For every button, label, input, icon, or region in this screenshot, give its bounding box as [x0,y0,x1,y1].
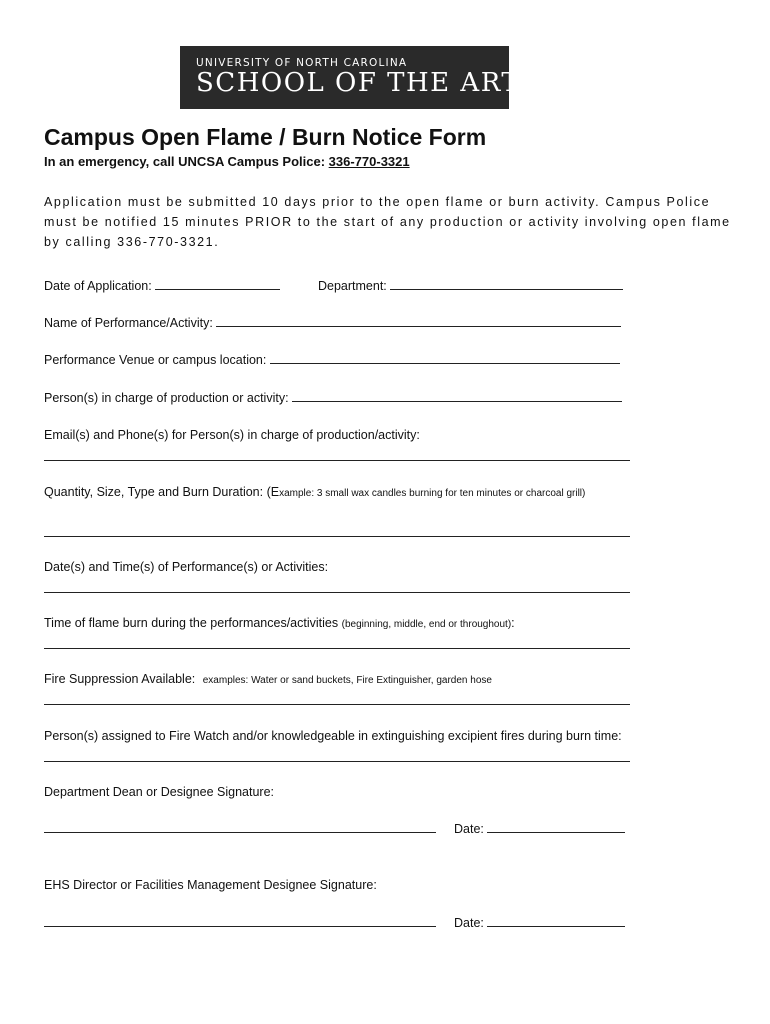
dean-date-field[interactable] [487,822,625,833]
fire-suppression-hint: examples: Water or sand buckets, Fire Extinguisher, garden hose [202,675,492,686]
dean-signature-label: Department Dean or Designee Signature: [44,785,274,799]
quantity-example-prefix: (E [266,485,280,499]
department-field[interactable] [390,279,623,290]
logo-school-line: SCHOOL OF THE ARTS [196,68,540,98]
logo-university-line: UNIVERSITY OF NORTH CAROLINA [196,57,408,69]
time-of-flame-label: Time of flame burn during the performances/activities [44,616,339,630]
fire-suppression-field[interactable] [44,703,630,705]
date-of-application-row [44,279,280,293]
dean-signature-row [44,822,436,836]
quantity-example: xample: 3 small wax candles burning for ten minutes or charcoal grill) [279,488,586,499]
performance-name-field[interactable] [216,316,621,327]
emails-phones-label: Email(s) and Phone(s) for Person(s) in charge of production/activity: [44,428,420,442]
venue-row [44,353,620,367]
emails-phones-field[interactable] [44,459,630,461]
venue-field[interactable] [270,353,620,364]
quantity-field[interactable] [44,535,630,537]
performance-name-label: Name of Performance/Activity: [44,316,213,330]
fire-watch-label: Person(s) assigned to Fire Watch and/or knowledgeable in extinguishing excipient fires during burn time: [44,729,622,743]
venue-label: Performance Venue or campus location: [44,353,267,367]
persons-in-charge-row [44,391,622,405]
fire-watch-field[interactable] [44,760,630,762]
department-row [318,279,623,293]
dean-signature-field[interactable] [44,822,436,833]
time-of-flame-hint: (beginning, middle, end or throughout) [341,619,512,630]
quantity-label: Quantity, Size, Type and Burn Duration: [44,485,264,499]
persons-in-charge-field[interactable] [292,391,622,402]
dean-date-row [454,822,625,836]
persons-in-charge-label: Person(s) in charge of production or activity: [44,391,289,405]
time-of-flame-row [44,616,515,630]
time-of-flame-field[interactable] [44,647,630,649]
ehs-date-field[interactable] [487,916,625,927]
dean-date-label: Date: [454,822,484,836]
time-of-flame-colon: : [511,616,515,630]
performance-name-row [44,316,621,330]
fire-suppression-label: Fire Suppression Available: [44,672,196,686]
quantity-row [44,485,585,499]
dates-times-label: Date(s) and Time(s) of Performance(s) or Activities: [44,560,329,574]
form-title: Campus Open Flame / Burn Notice Form [44,124,487,150]
emergency-notice [44,154,410,169]
fire-suppression-row [44,672,492,686]
date-of-application-field[interactable] [155,279,280,290]
emergency-phone: 336-770-3321 [328,154,410,169]
ehs-signature-field[interactable] [44,916,436,927]
emergency-label: In an emergency, call UNCSA Campus Police: [44,154,326,169]
ehs-signature-row [44,916,436,930]
ehs-date-label: Date: [454,916,484,930]
dates-times-field[interactable] [44,591,630,593]
ehs-signature-label: EHS Director or Facilities Management Designee Signature: [44,878,377,892]
date-of-application-label: Date of Application: [44,279,152,293]
ehs-date-row [454,916,625,930]
uncsa-logo [180,46,540,109]
intro-paragraph: Application must be submitted 10 days prior to the open flame or burn activity. Campus Police must be notified 15 minutes PRIOR to the start of any production or activity involving open flame by calling 336-770-3321. [44,195,731,249]
department-label: Department: [318,279,387,293]
